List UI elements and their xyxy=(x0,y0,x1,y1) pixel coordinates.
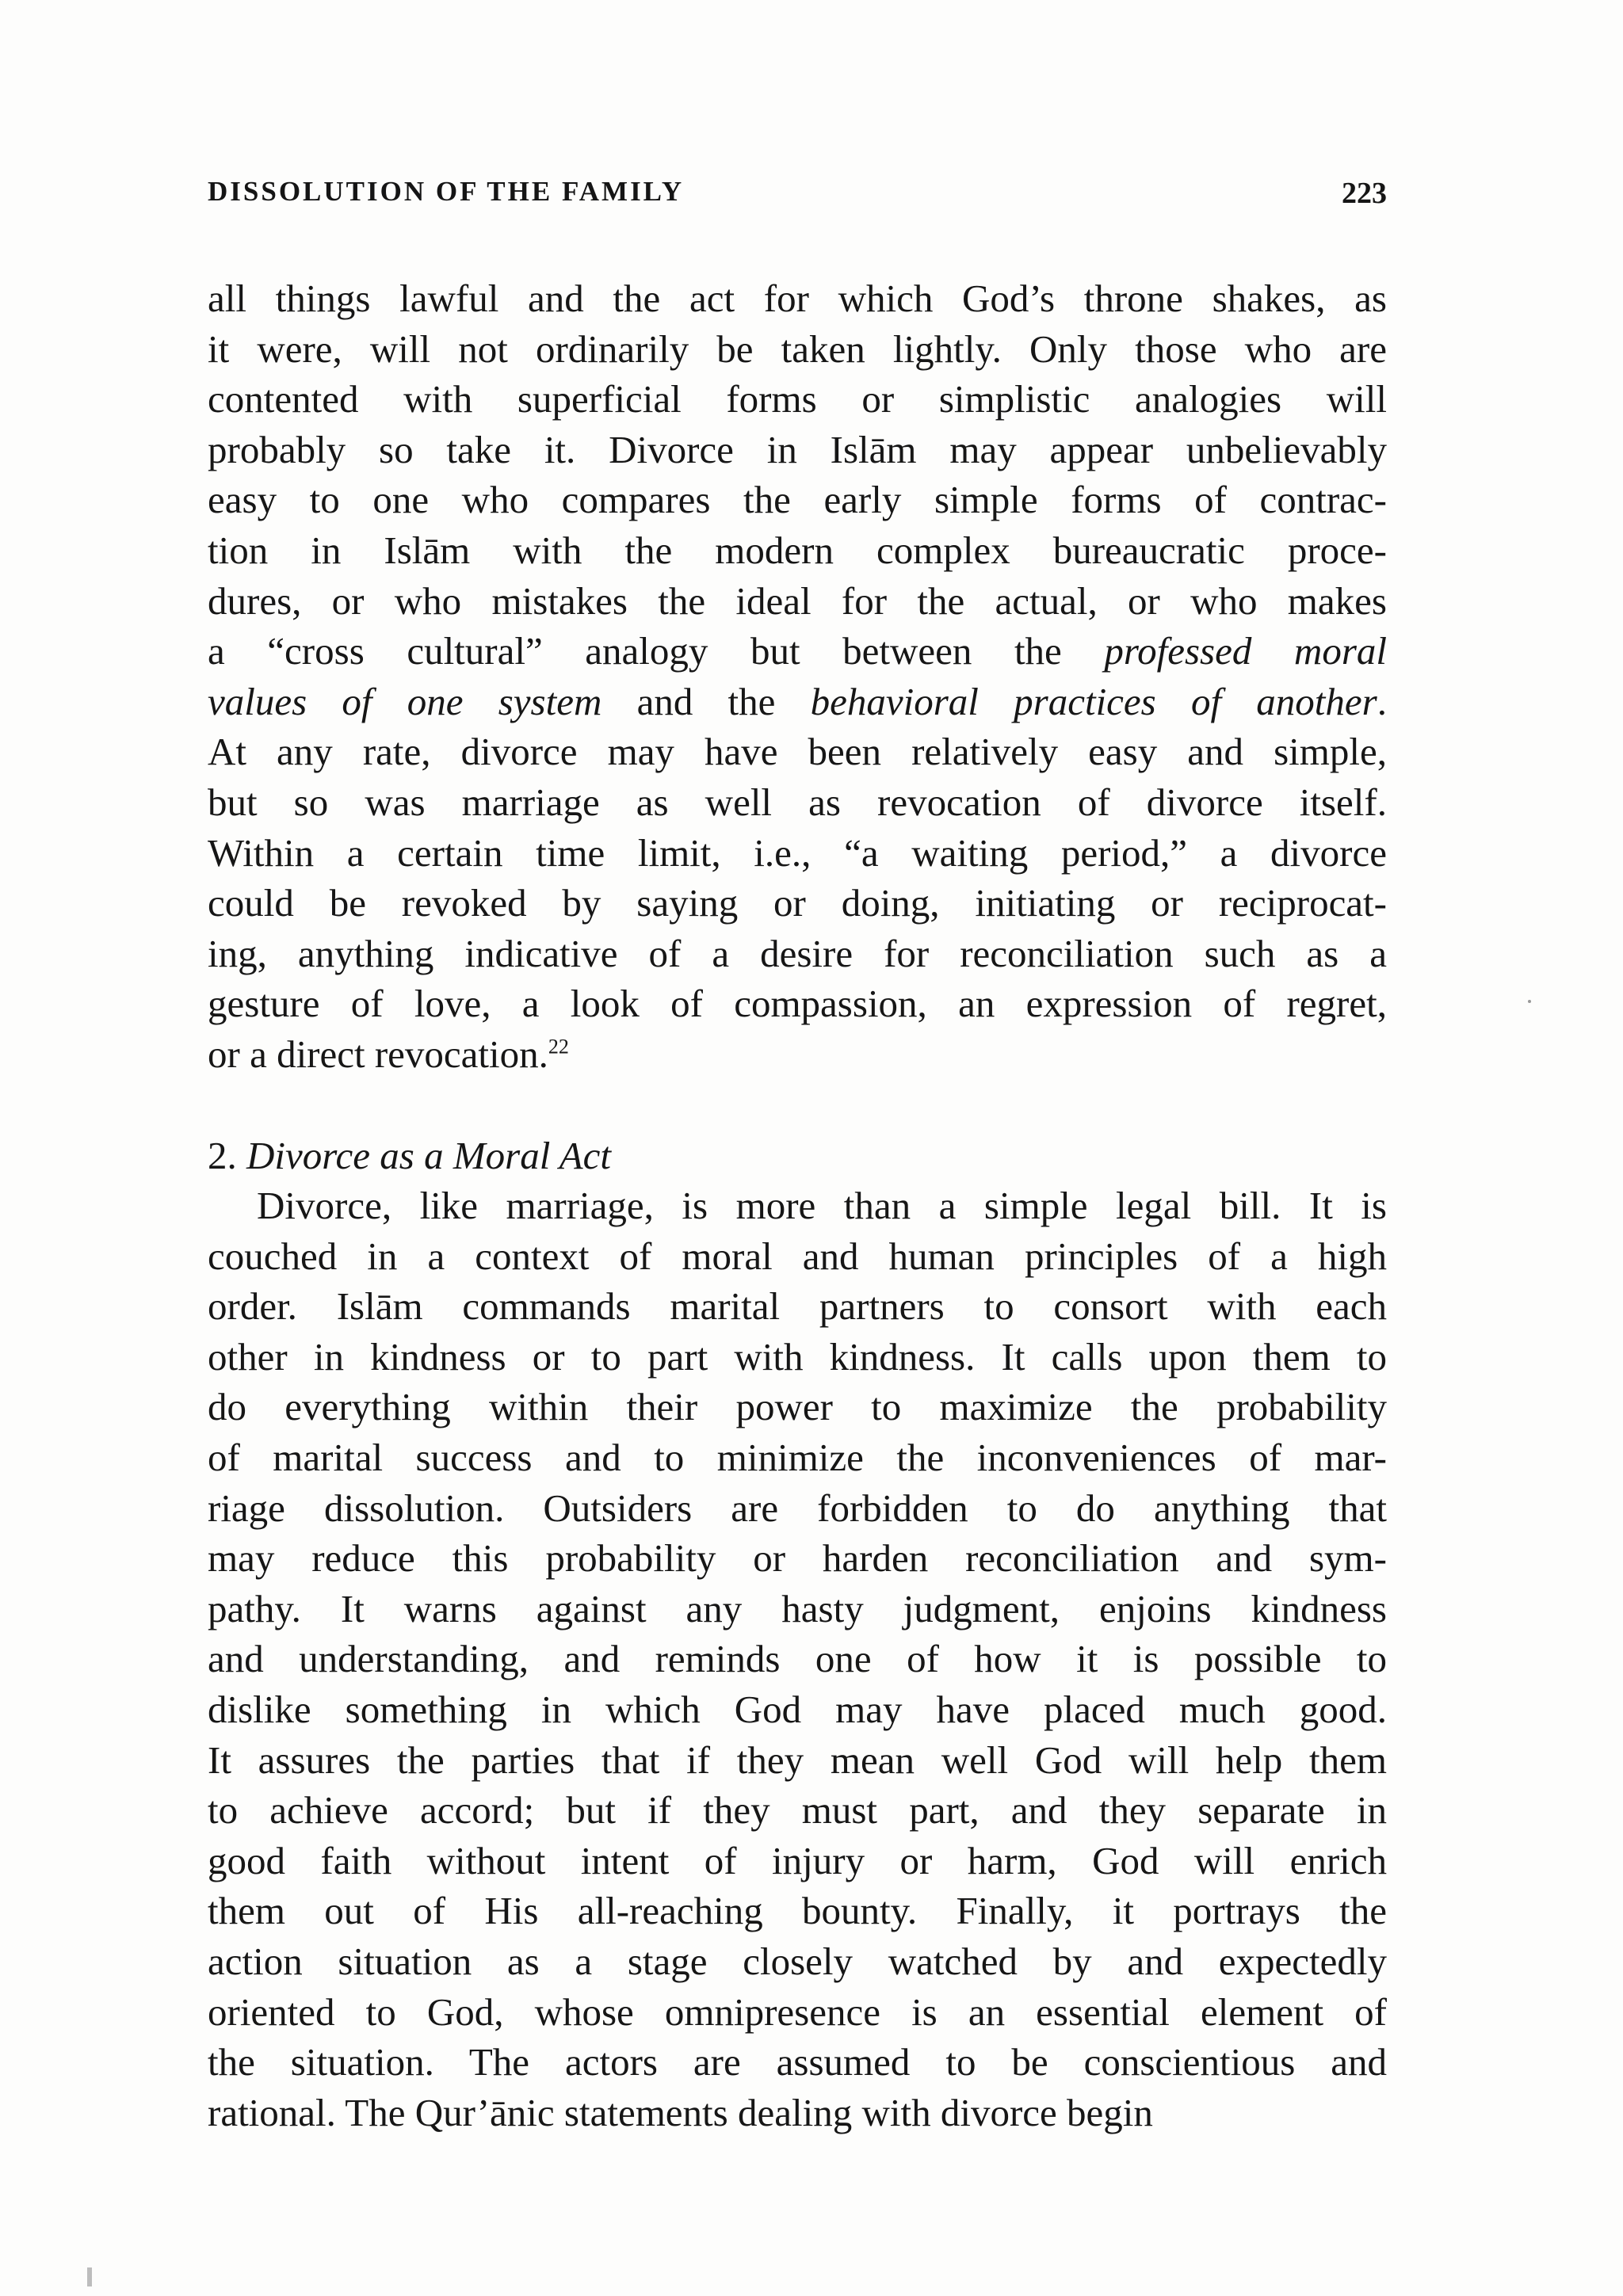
text-run: probably so take it. Divorce in Islām may appear unbelievably xyxy=(208,427,1387,471)
text-line xyxy=(208,777,1387,828)
text-run: It assures the parties that if they mean well God will help them xyxy=(208,1737,1387,1782)
text-line xyxy=(208,1281,1387,1332)
text-run: order. Islām commands marital partners to consort with each xyxy=(208,1284,1387,1329)
text-run: At any rate, divorce may have been relatively easy and simple, xyxy=(208,730,1387,774)
text-run: all things lawful and the act for which God’s throne shakes, as xyxy=(208,277,1387,320)
text-run: Divorce, like marriage, is more than a simple legal bill. It is xyxy=(257,1184,1387,1228)
text-run: dislike something in which God may have placed much good. xyxy=(208,1688,1387,1732)
text-run: Within a certain time limit, i.e., “a waiting period,” a divorce xyxy=(208,830,1387,875)
text-run: a “cross cultural” analogy but between the xyxy=(208,629,1105,673)
text-run: pathy. It warns against any hasty judgment, enjoins kindness xyxy=(208,1586,1387,1630)
text-run: or a direct revocation. xyxy=(208,1032,548,1076)
text-run: may reduce this probability or harden reconciliation and sym- xyxy=(208,1536,1387,1581)
text-run: good faith without intent of injury or harm, God will enrich xyxy=(208,1838,1387,1882)
text-line xyxy=(208,1634,1387,1684)
text-line xyxy=(208,1533,1387,1584)
text-line xyxy=(208,1987,1387,2038)
text-line xyxy=(208,878,1387,929)
text-line xyxy=(208,576,1387,627)
section-spacing xyxy=(208,1080,1387,1131)
text-run: other in kindness or to part with kindness. It calls upon them to xyxy=(208,1334,1387,1379)
text-line xyxy=(208,374,1387,425)
text-line xyxy=(208,1029,1387,1080)
text-line xyxy=(208,425,1387,475)
text-run: professed moral xyxy=(1104,629,1387,673)
running-head xyxy=(208,176,1387,215)
paragraph-2 xyxy=(208,1180,1387,2138)
text-run: it were, will not ordinarily be taken lightly. Only those who are xyxy=(208,326,1387,371)
text-line xyxy=(208,1785,1387,1836)
text-line xyxy=(208,1886,1387,1936)
text-run: contented with superficial forms or simplistic analogies will xyxy=(208,377,1387,421)
text-run: riage dissolution. Outsiders are forbidden to do anything that xyxy=(208,1486,1387,1530)
text-run: action situation as a stage closely watched by and expectedly xyxy=(208,1939,1387,1983)
text-line xyxy=(208,727,1387,777)
section-heading xyxy=(208,1131,1387,1181)
text-line xyxy=(208,2037,1387,2088)
text-line xyxy=(208,626,1387,677)
text-run: but so was marriage as well as revocation of divorce itself. xyxy=(208,780,1387,824)
text-line xyxy=(208,1836,1387,1886)
scan-speck xyxy=(1528,1000,1531,1003)
body-text xyxy=(208,273,1387,2138)
text-run: and the xyxy=(601,679,811,723)
text-run: gesture of love, a look of compassion, an expression of regret, xyxy=(208,982,1387,1026)
text-line xyxy=(208,828,1387,879)
text-run: rational. The Qur’ānic statements dealing with divorce begin xyxy=(208,2090,1153,2134)
text-run: dures, or who mistakes the ideal for the actual, or who makes xyxy=(208,578,1387,623)
text-run: them out of His all-reaching bounty. Finally, it portrays the xyxy=(208,1889,1387,1933)
text-line xyxy=(208,929,1387,979)
text-line xyxy=(208,1735,1387,1786)
text-line xyxy=(208,525,1387,576)
text-run: behavioral practices of another xyxy=(810,679,1377,723)
text-run: ing, anything indicative of a desire for reconciliation such as a xyxy=(208,931,1387,975)
text-run: easy to one who compares the early simple forms of contrac- xyxy=(208,478,1387,522)
section-number: 2. xyxy=(208,1133,237,1177)
text-line xyxy=(208,1584,1387,1634)
text-run: tion in Islām with the modern complex bureaucratic proce- xyxy=(208,528,1387,572)
text-run: oriented to God, whose omnipresence is an essential element of xyxy=(208,1989,1387,2034)
text-line xyxy=(208,1684,1387,1735)
text-line xyxy=(208,2088,1387,2138)
text-run: the situation. The actors are assumed to be conscientious and xyxy=(208,2040,1387,2084)
text-run: values of one system xyxy=(208,679,602,723)
text-line xyxy=(208,1382,1387,1432)
text-run: of marital success and to minimize the inconveniences of mar- xyxy=(208,1436,1387,1480)
chapter-title: DISSOLUTION OF THE FAMILY xyxy=(208,176,685,207)
text-line xyxy=(208,677,1387,727)
text-line xyxy=(208,1231,1387,1282)
text-run: do everything within their power to maximize the probability xyxy=(208,1385,1387,1429)
text-line xyxy=(208,273,1387,324)
text-line xyxy=(208,475,1387,525)
text-run: could be revoked by saying or doing, initiating or reciprocat- xyxy=(208,881,1387,925)
text-line xyxy=(208,1180,1387,1231)
paragraph-1 xyxy=(208,273,1387,1080)
footnote-ref: 22 xyxy=(548,1035,569,1058)
text-line xyxy=(208,1332,1387,1383)
page-number: 223 xyxy=(1342,177,1387,210)
text-run: couched in a context of moral and human principles of a high xyxy=(208,1234,1387,1278)
text-run: . xyxy=(1377,679,1387,723)
text-run: to achieve accord; but if they must part, and they separate in xyxy=(208,1788,1387,1833)
text-line xyxy=(208,324,1387,375)
text-line xyxy=(208,1432,1387,1483)
text-run: and understanding, and reminds one of how it is possible to xyxy=(208,1637,1387,1681)
scan-blemish xyxy=(87,2267,92,2286)
section-title: Divorce as a Moral Act xyxy=(246,1133,611,1177)
text-line xyxy=(208,978,1387,1029)
text-line xyxy=(208,1483,1387,1534)
text-line xyxy=(208,1936,1387,1987)
